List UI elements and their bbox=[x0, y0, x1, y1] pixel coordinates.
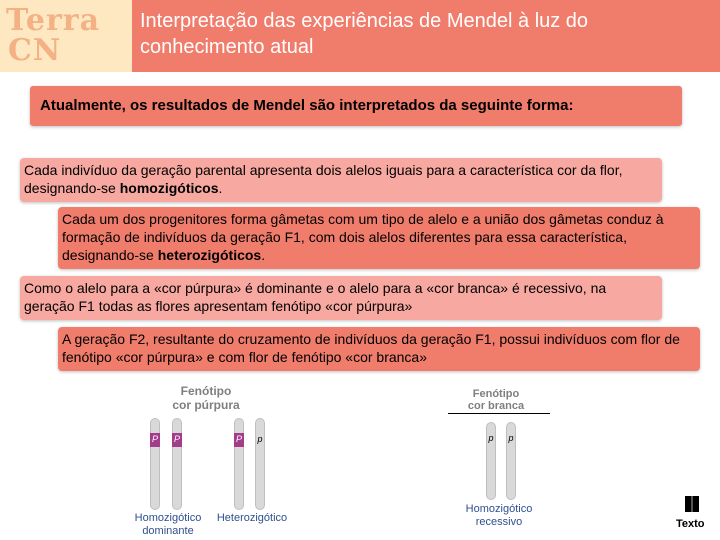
card-f2-generation bbox=[58, 327, 700, 371]
figure-right-label bbox=[450, 388, 542, 412]
card-text-end: . bbox=[261, 247, 266, 263]
allele-label: P bbox=[151, 434, 158, 444]
term-heterozigoticos: heterozigóticos bbox=[157, 247, 262, 263]
chromosome-homo-1 bbox=[150, 418, 160, 510]
card-text-end: . bbox=[218, 180, 223, 196]
chromosome-hetero-2 bbox=[255, 418, 265, 510]
allele-label: p bbox=[257, 434, 263, 444]
caption-heterozygous bbox=[210, 512, 294, 525]
logo-text-cn: CN bbox=[8, 33, 62, 68]
card-text: Cada indivíduo da geração parental apresenta dois alelos iguais para a característica cor da flor, designando-se bbox=[24, 162, 623, 196]
card-heterozygous bbox=[58, 207, 700, 269]
subtitle-text: Atualmente, os resultados de Mendel são interpretados da seguinte forma: bbox=[40, 97, 574, 114]
allele-label: p bbox=[488, 433, 494, 443]
caption-line2: dominante bbox=[142, 525, 194, 537]
caption-line2: recessivo bbox=[475, 516, 523, 528]
publisher-label: Texto bbox=[676, 518, 705, 530]
subtitle-box bbox=[30, 86, 682, 126]
chromosome-recessive-1 bbox=[486, 422, 496, 500]
card-homozygous bbox=[20, 158, 662, 202]
caption-line1: Homozigótico bbox=[134, 512, 202, 524]
slide-title: Interpretação das experiências de Mendel à luz do conhecimento atual bbox=[140, 10, 589, 58]
card-text: Cada um dos progenitores forma gâmetas com um tipo de alelo e a união dos gâmetas conduz à formação de indivíduos da geração F1, com dois alelos diferentes para essa característica, designando-se bbox=[62, 211, 664, 263]
logo-text-terra: Terra bbox=[6, 3, 101, 38]
caption-homozygous-recessive bbox=[456, 503, 542, 529]
allele-label: p bbox=[508, 433, 514, 443]
caption-line1: Heterozigótico bbox=[216, 512, 288, 524]
chromosome-hetero-1 bbox=[234, 418, 244, 510]
allele-label: P bbox=[173, 434, 180, 444]
figure-left-label-line1: Fenótipo bbox=[180, 384, 232, 398]
card-text: Como o alelo para a «cor púrpura» é dominante e o alelo para a «cor branca» é recessivo, na geração F1 todas as flores apresentam fenótipo «cor púrpura» bbox=[24, 280, 607, 314]
figure-right-label-line2: cor branca bbox=[467, 400, 525, 412]
figure-right-label-line1: Fenótipo bbox=[472, 388, 520, 400]
chromosome-recessive-2 bbox=[506, 422, 516, 500]
card-text: A geração F2, resultante do cruzamento de indivíduos da geração F1, possui indivíduos com flor de fenótipo «cor púrpura» e com flor de fenótipo «cor branca» bbox=[62, 331, 680, 365]
term-homozigoticos: homozigóticos bbox=[119, 180, 219, 196]
figure-right-divider bbox=[448, 413, 550, 414]
allele-label: P bbox=[235, 434, 242, 444]
chromosome-homo-2 bbox=[172, 418, 182, 510]
caption-homozygous-dominant bbox=[126, 512, 210, 538]
terra-cn-logo bbox=[0, 0, 132, 72]
card-dominance bbox=[20, 276, 662, 320]
figure-left-label bbox=[160, 384, 252, 412]
header-bar bbox=[0, 0, 720, 72]
caption-line1: Homozigótico bbox=[465, 503, 533, 515]
figure-left-label-line2: cor púrpura bbox=[172, 398, 240, 412]
